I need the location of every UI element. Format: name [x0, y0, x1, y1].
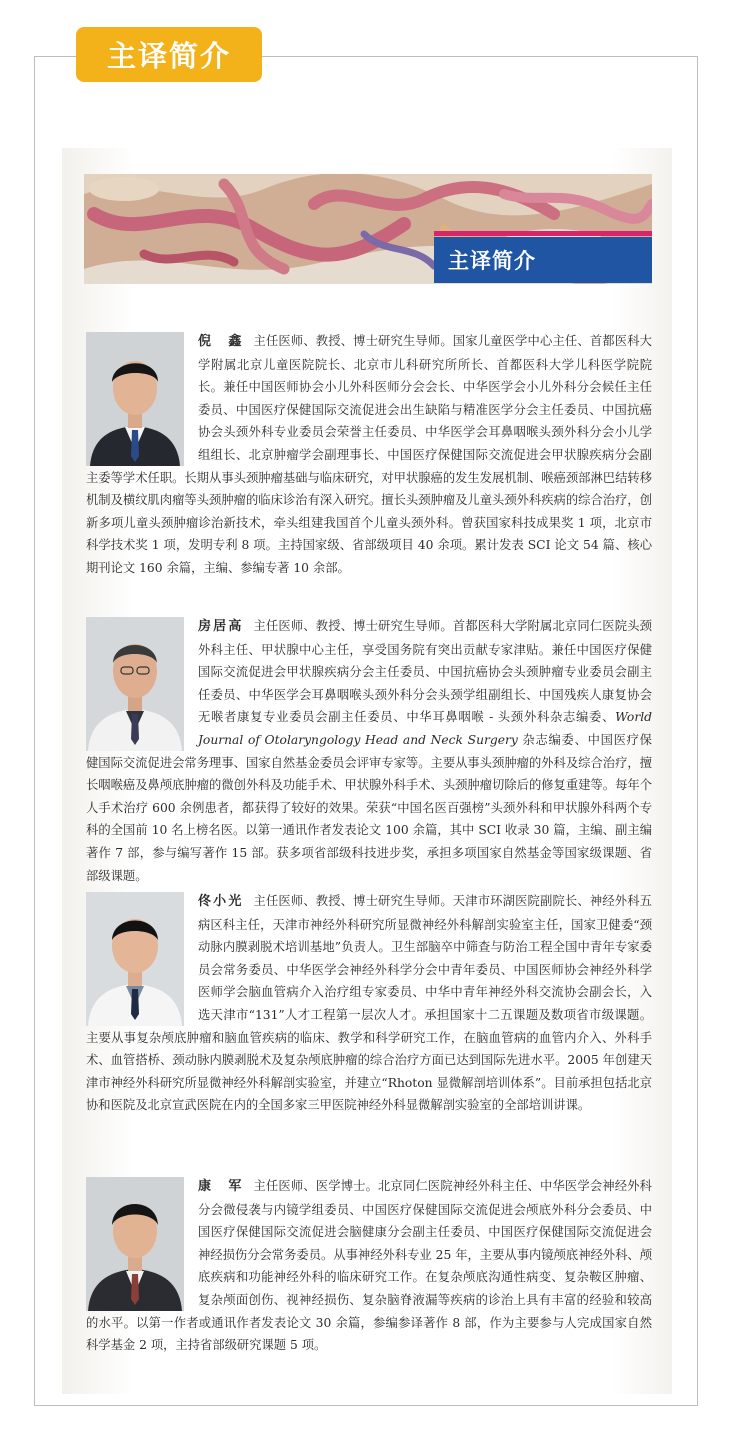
translator-bio-3 [86, 890, 652, 1117]
translator-name: 房居高 [198, 619, 244, 634]
translator-bio-text: 主任医师、教授、博士研究生导师。首都医科大学附属北京同仁医院头颈外科主任、甲状腺中心主任，享受国务院有突出贡献专家津贴。兼任中国医疗保健国际交流促进会甲状腺疾病分会主任委员、中国抗癌协会头颈肿瘤专业委员会副主任委员、中华医学会耳鼻咽喉头颈外科分会头颈学组副组长、中国残疾人康复协会无喉者康复专业委员会副主任委员、中华耳鼻咽喉 - 头颈外科杂志编委、 [198, 619, 652, 725]
translator-bio-text-cont: 杂志编委、中国医疗保健国际交流促进会常务理事、国家自然基金委员会评审专家等。主要从事头颈肿瘤的外科及综合治疗，擅长咽喉癌及鼻颅底肿瘤的微创外科及功能手术、甲状腺外科手术、头颈肿瘤切除后的修复重建等。每年个人手术治疗 600 余例患者，都获得了较好的效果。荣获“中国名医百强榜”头颈外科和甲状腺外科两个专科的全国前 10 名上榜名医。以第一通讯作者发表论文 100 余篇，其中 SCI 收录 30 篇，主编、副主编著作 7 部，参与编写著作 15 部。获多项省部级科技进步奖，承担多项国家自然基金等国家级课题、省部级课题。 [86, 732, 652, 883]
translator-name: 佟小光 [198, 894, 244, 909]
header-tab-title: 主译简介 [76, 27, 262, 82]
translator-bio-text: 主任医师、医学博士。北京同仁医院神经外科主任、中华医学会神经外科分会微侵袭与内镜学组委员、中国医疗保健国际交流促进会颅底外科分会委员、中国医疗保健国际交流促进会脑健康分会副主任委员、中国医疗保健国际交流促进会神经损伤分会常务委员。从事神经外科专业 25 年，主要从事内镜颅底神经外科、颅底疾病和功能神经外科的临床研究工作。在复杂颅底沟通性病变、复杂鞍区肿瘤、复杂颅面创伤、视神经损伤、复杂脑脊液漏等疾病的诊治上具有丰富的经验和较高的水平。以第一作者或通讯作者发表论文 30 余篇，参编参译著作 8 部，作为主要参与人完成国家自然科学基金 2 项，主持省部级研究课题 5 项。 [86, 1179, 652, 1353]
portrait-photo [86, 892, 184, 1026]
banner-title: 主译简介 [434, 237, 652, 283]
journal-title: World Journal of Otolaryngology Head and Neck Surgery [198, 710, 652, 747]
translator-name: 倪 鑫 [198, 334, 244, 349]
banner-accent-bar [434, 231, 652, 236]
translator-bio-text: 主任医师、教授、博士研究生导师。国家儿童医学中心主任、首都医科大学附属北京儿童医院院长、北京市儿科研究所所长、首都医科大学儿科医学院院长。兼任中国医师协会小儿外科医师分会会长、中华医学会小儿外科分会候任主任委员、中国医疗保健国际交流促进会出生缺陷与精准医学分会主任委员、中国抗癌协会头颈外科专业委员会荣誉主任委员、中华医学会耳鼻咽喉头颈外科分会小儿学组组长、北京肿瘤学会副理事长、中国医疗保健国际交流促进会甲状腺疾病分会副主委等学术任职。长期从事头颈肿瘤基础与临床研究，对甲状腺癌的发生发展机制、喉癌颈部淋巴结转移机制及横纹肌肉瘤等头颈肿瘤的临床诊治有深入研究。擅长头颈肿瘤及儿童头颈外科疾病的综合治疗，创新多项儿童头颈肿瘤诊治新技术，牵头组建我国首个儿童头颈外科。曾获国家科技成果奖 1 项，北京市科学技术奖 1 项，发明专利 8 项。主持国家级、省部级项目 40 余项。累计发表 SCI 论文 54 篇、核心期刊论文 160 余篇，主编、参编专著 10 余部。 [86, 334, 652, 575]
translator-bio-4 [86, 1175, 652, 1357]
portrait-photo [86, 617, 184, 751]
translator-bio-1 [86, 330, 652, 580]
translator-bio-2 [86, 615, 652, 887]
portrait-photo [86, 332, 184, 466]
translator-name: 康 军 [198, 1179, 244, 1194]
portrait-photo [86, 1177, 184, 1311]
translator-bio-text: 主任医师、教授、博士研究生导师。天津市环湖医院副院长、神经外科五病区科主任，天津市神经外科研究所显微神经外科解剖实验室主任，国家卫健委“颈动脉内膜剥脱术培训基地”负责人。卫生部脑卒中筛查与防治工程全国中青年专家委员会常务委员、中华医学会神经外科学分会中青年委员、中国医师协会神经外科学医师学会脑血管病介入治疗组专家委员、中华中青年神经外科交流协会副会长，入选天津市“131”人才工程第一层次人才。承担国家十二五课题及数项省市级课题。主要从事复杂颅底肿瘤和脑血管疾病的临床、教学和科学研究工作，在脑血管病的血管内介入、外科手术、血管搭桥、颈动脉内膜剥脱术及复杂颅底肿瘤的综合治疗方面已达到国际先进水平。2005 年创建天津市神经外科研究所显微神经外科解剖实验室，并建立“Rhoton 显微解剖培训体系”。目前承担包括北京协和医院及北京宣武医院在内的全国多家三甲医院神经外科显微解剖实验室的全部培训讲课。 [86, 894, 652, 1113]
